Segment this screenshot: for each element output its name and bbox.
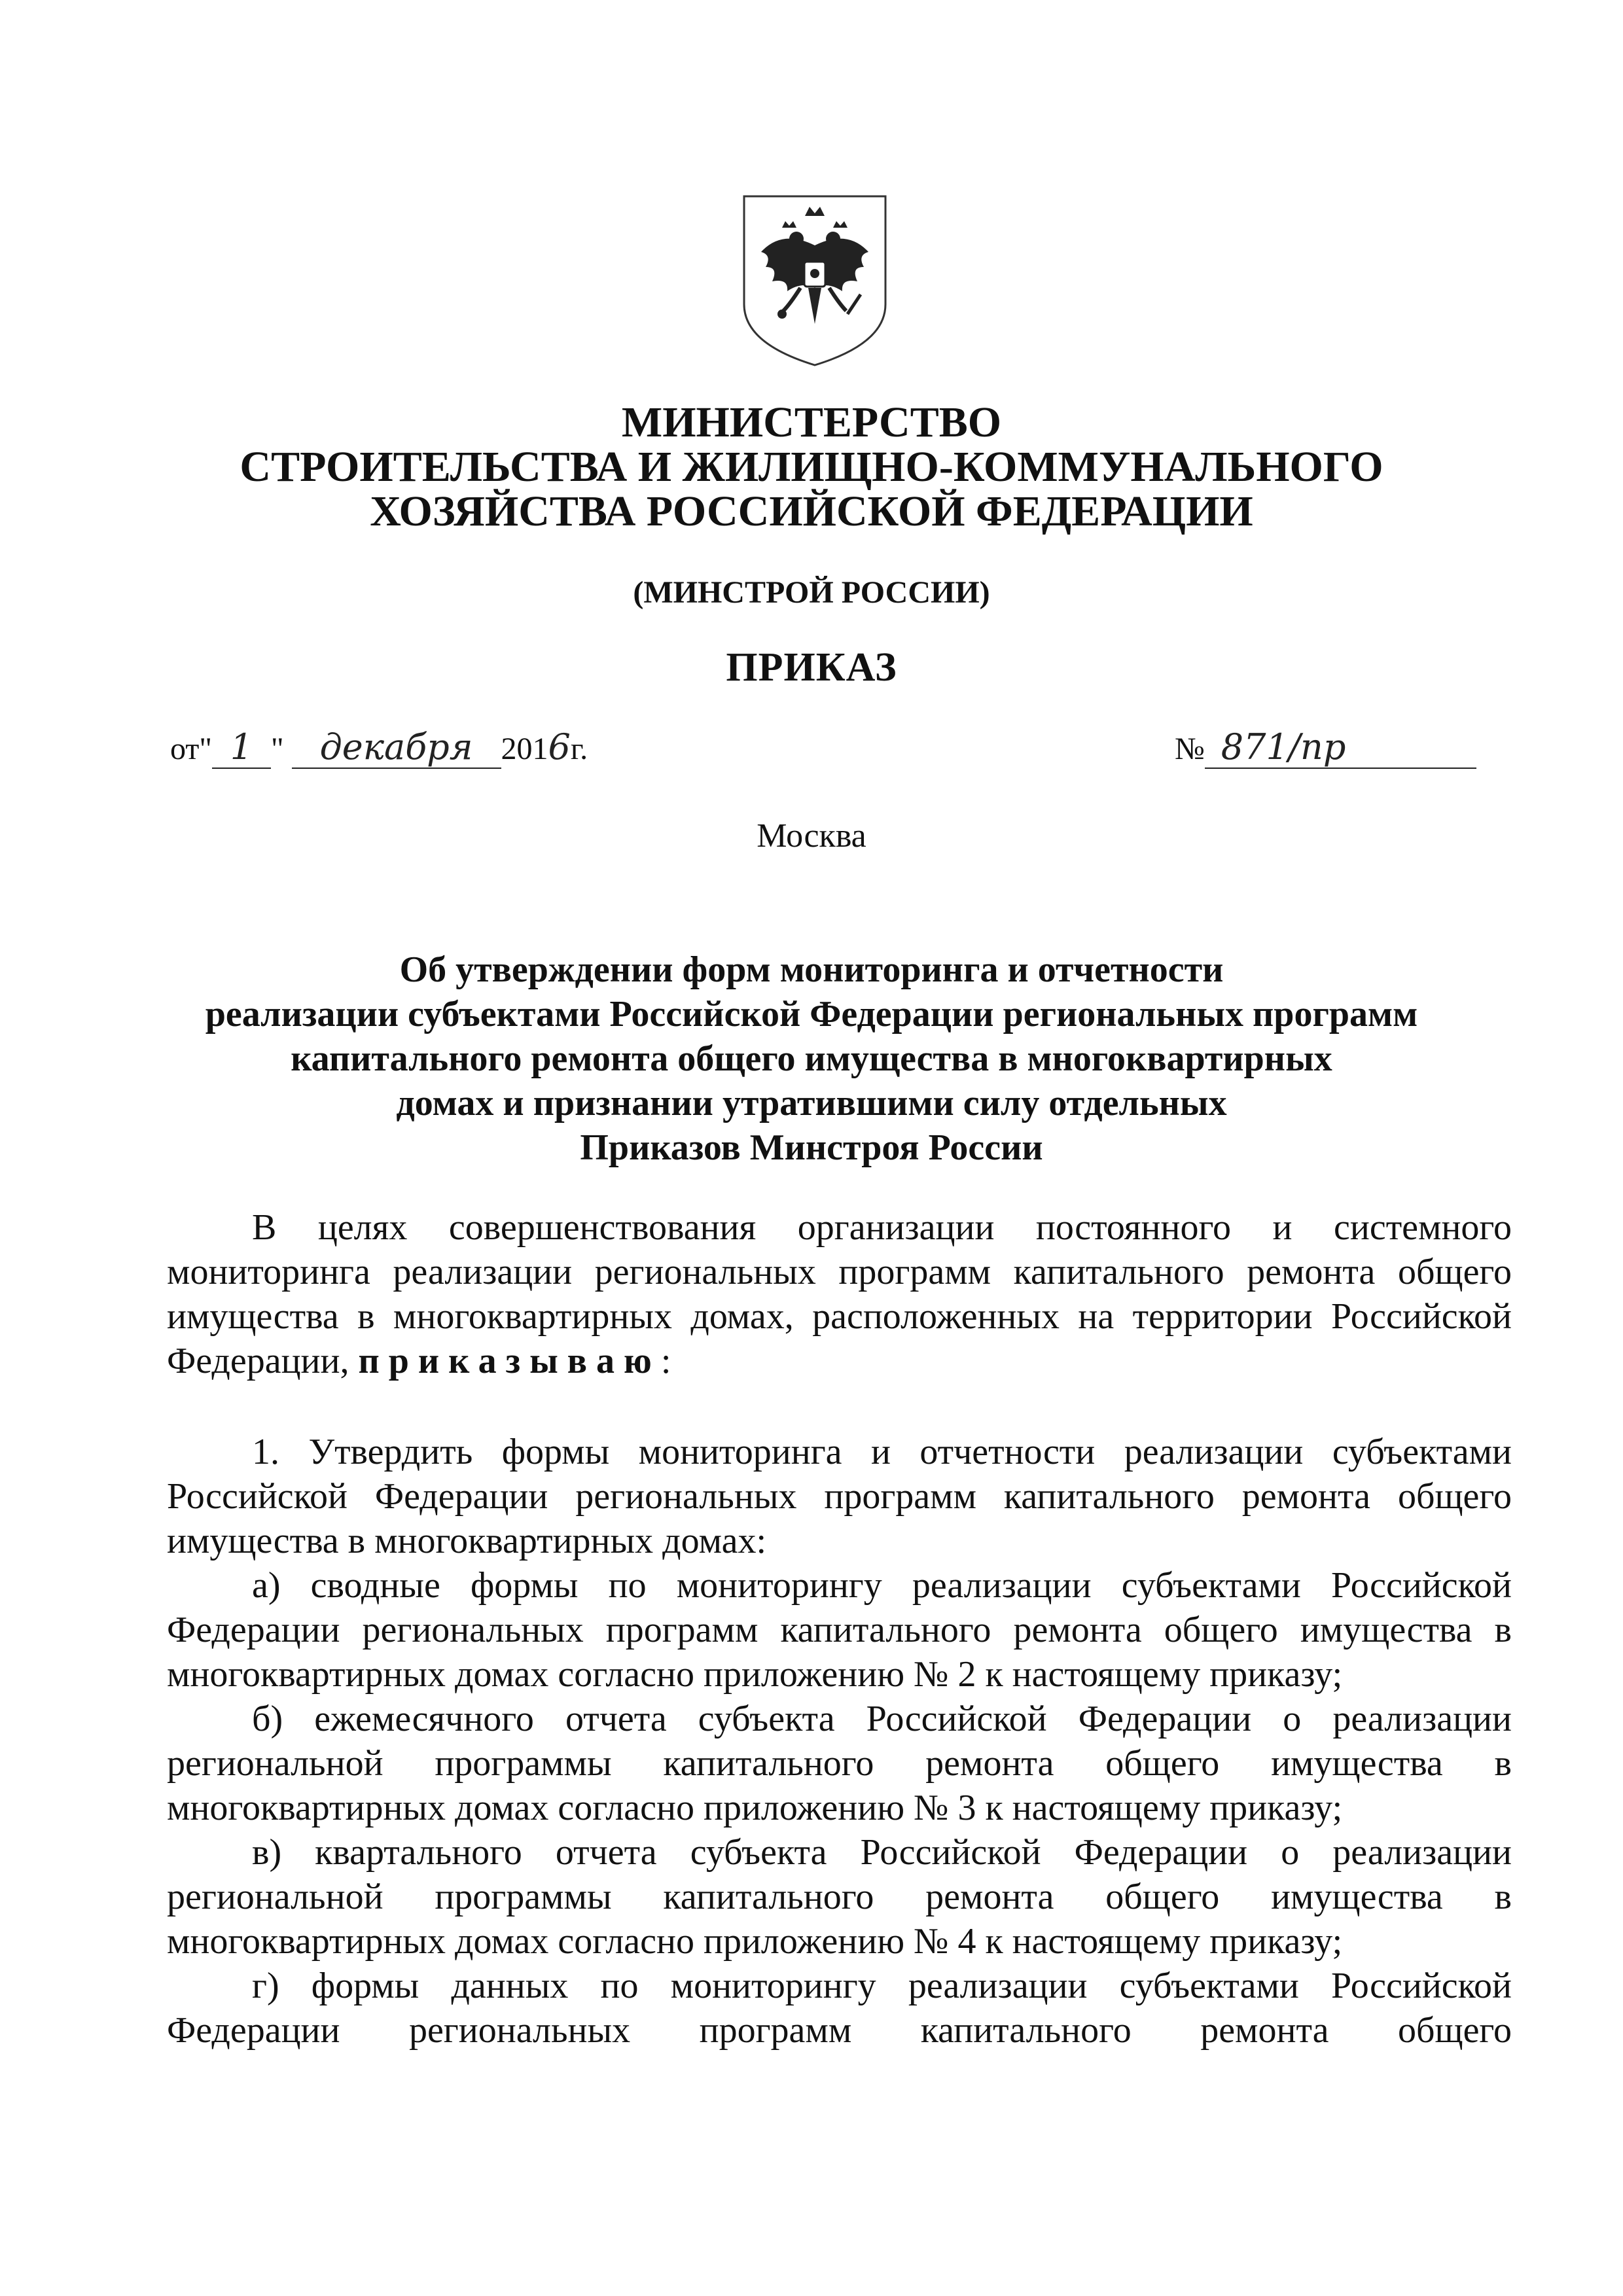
clause-1: 1. Утвердить формы мониторинга и отчетности реализации субъектами Российской Федерации региональных программ капитального ремонта общего имущества в многоквартирных домах:	[167, 1432, 1512, 1561]
date-day: 1	[212, 726, 271, 769]
clause-v: в) квартального отчета субъекта Российской Федерации о реализации региональной программы капитального ремонта общего имущества в многоквартирных домах согласно приложению № 4 к настоящему приказу;	[167, 1832, 1512, 1962]
date-month: декабря	[292, 726, 501, 769]
city: Москва	[757, 817, 866, 855]
ministry-line-1: МИНИСТЕРСТВО	[621, 398, 1002, 446]
preamble-end: :	[660, 1341, 671, 1381]
preamble-paragraph	[167, 1205, 1512, 1383]
title-line-4: домах и признании утратившими силу отдельных	[396, 1083, 1227, 1123]
ministry-name	[0, 400, 1623, 534]
date-year-suffix: г.	[570, 732, 588, 766]
title-line-1: Об утверждении форм мониторинга и отчетности	[399, 949, 1224, 990]
order-number-line	[1175, 726, 1476, 769]
title-line-3: капитального ремонта общего имущества в многоквартирных	[291, 1038, 1332, 1079]
order-number: 871/пр	[1205, 726, 1476, 769]
date-year-prefix: 201	[501, 732, 548, 766]
date-close-quote: "	[270, 732, 284, 766]
date-year-digit: 6	[548, 726, 571, 768]
clauses	[167, 1430, 1512, 2053]
preamble	[167, 1205, 1512, 1383]
document-type: ПРИКАЗ	[726, 645, 897, 690]
clause-a: а) сводные формы по мониторингу реализации субъектами Российской Федерации региональных программ капитального ремонта общего имущества в многоквартирных домах согласно приложению № 2 к настоящему приказу;	[167, 1565, 1512, 1695]
date-open-quote: "	[199, 732, 212, 766]
preamble-text: В целях совершенствования организации постоянного и системного мониторинга реализации региональных программ капитального ремонта общего имущества в многоквартирных домах, расположенных на территории Российской Федерации,	[167, 1207, 1512, 1381]
ministry-abbreviation: (МИНСТРОЙ РОССИИ)	[633, 575, 990, 610]
date-line	[170, 726, 588, 769]
coat-of-arms-icon	[736, 190, 893, 370]
clause-b: б) ежемесячного отчета субъекта Российской Федерации о реализации региональной программы капитального ремонта общего имущества в многоквартирных домах согласно приложению № 3 к настоящему приказу;	[167, 1699, 1512, 1828]
ministry-line-2: СТРОИТЕЛЬСТВА И ЖИЛИЩНО-КОММУНАЛЬНОГО	[240, 443, 1383, 491]
title-line-5: Приказов Минстроя России	[580, 1127, 1043, 1168]
ministry-line-3: ХОЗЯЙСТВА РОССИЙСКОЙ ФЕДЕРАЦИИ	[370, 487, 1253, 535]
preamble-emphasis: приказываю	[358, 1341, 661, 1381]
title-line-2: реализации субъектами Российской Федерации региональных программ	[205, 994, 1418, 1034]
clause-g: г) формы данных по мониторингу реализации субъектами Российской Федерации региональных программ капитального ремонта общего	[167, 1966, 1512, 2051]
number-label: №	[1175, 732, 1205, 766]
date-prefix: от	[170, 732, 200, 766]
document-title	[0, 947, 1623, 1170]
